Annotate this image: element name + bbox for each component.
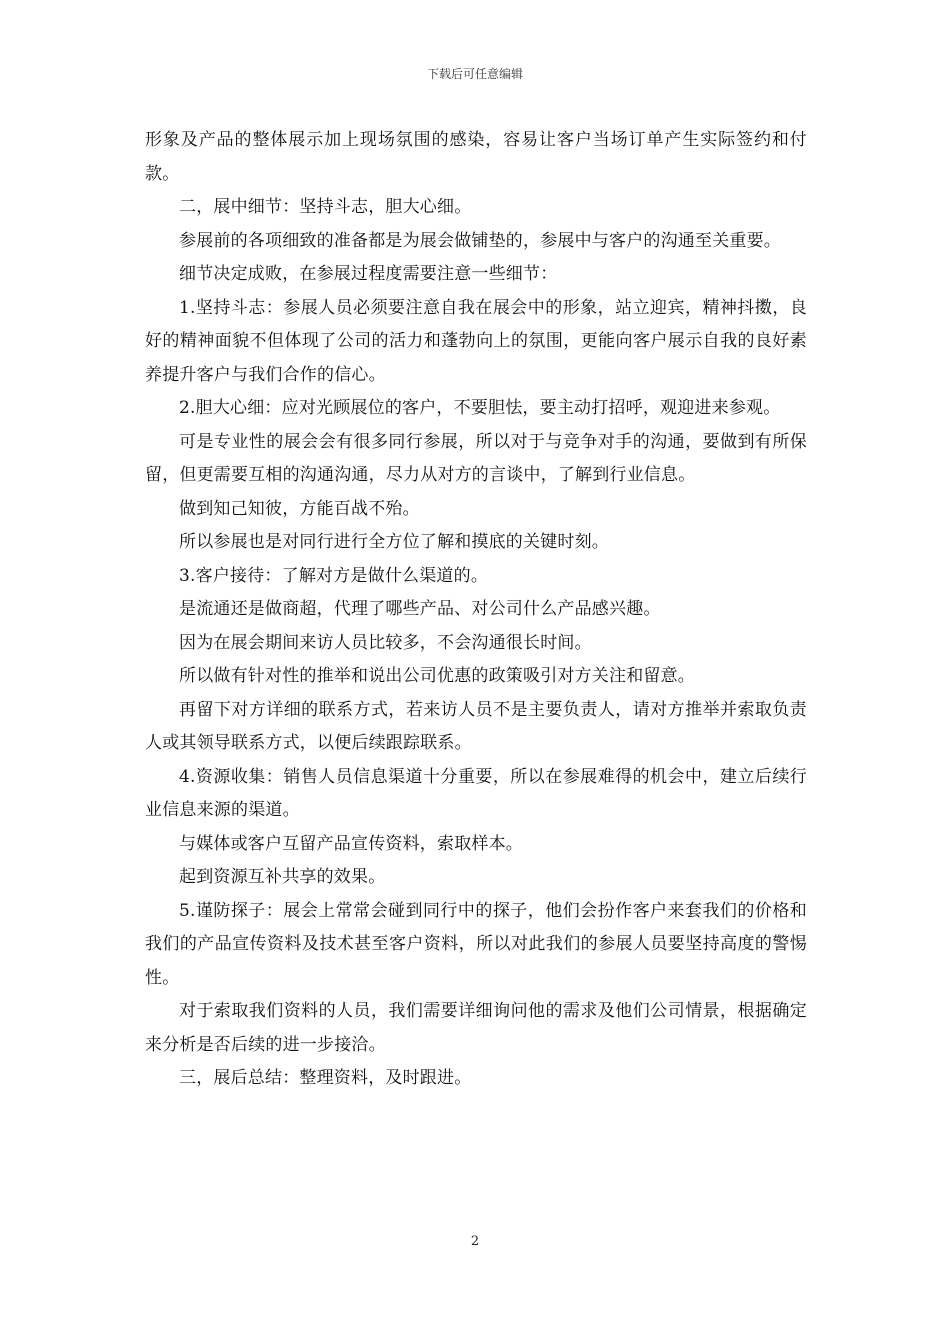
paragraph: 参展前的各项细致的准备都是为展会做铺垫的，参展中与客户的沟通至关重要。	[179, 230, 781, 251]
paragraph: 可是专业性的展会会有很多同行参展，所以对于与竞争对手的沟通，要做到有所保留，但更需要互相的沟通沟通，尽力从对方的言谈中，了解到行业信息。	[145, 431, 807, 485]
list-item: 5.谨防探子：展会上常常会碰到同行中的探子，他们会扮作客户来套我们的价格和我们的产品宣传资料及技术甚至客户资料，所以对此我们的参展人员要坚持高度的警惕性。	[145, 900, 807, 988]
paragraph: 是流通还是做商超，代理了哪些产品、对公司什么产品感兴趣。	[179, 599, 661, 619]
paragraph: 与媒体或客户互留产品宣传资料，索取样本。	[179, 833, 523, 854]
paragraph: 细节决定成败，在参展过程度需要注意一些细节：	[179, 264, 558, 284]
page-header: 下载后可任意编辑	[426, 67, 523, 81]
paragraph: 形象及产品的整体展示加上现场氛围的感染，容易让客户当场订单产生实际签约和付款。	[145, 130, 807, 184]
paragraph: 所以参展也是对同行进行全方位了解和摸底的关键时刻。	[179, 532, 609, 552]
document-body	[145, 124, 807, 1096]
paragraph: 做到知己知彼，方能百战不殆。	[179, 498, 420, 519]
section-heading: 二，展中细节：坚持斗志，胆大心细。	[179, 197, 472, 217]
page-number: 2	[470, 1234, 480, 1249]
list-item: 2.胆大心细：应对光顾展位的客户，不要胆怯，要主动打招呼，观迎进来参观。	[179, 398, 781, 418]
paragraph: 所以做有针对性的推举和说出公司优惠的政策吸引对方关注和留意。	[179, 666, 695, 686]
paragraph: 起到资源互补共享的效果。	[179, 867, 386, 887]
list-item: 4.资源收集：销售人员信息渠道十分重要，所以在参展难得的机会中，建立后续行业信息来源的渠道。	[145, 766, 807, 820]
paragraph: 对于索取我们资料的人员，我们需要详细询问他的需求及他们公司情景，根据确定来分析是否后续的进一步接洽。	[145, 1001, 807, 1055]
list-item: 3.客户接待：了解对方是做什么渠道的。	[179, 565, 489, 586]
list-item: 1.坚持斗志：参展人员必须要注意自我在展会中的形象，站立迎宾，精神抖擞，良好的精神面貌不但体现了公司的活力和蓬勃向上的氛围，更能向客户展示自我的良好素养提升客户与我们合作的信心。	[145, 297, 807, 385]
paragraph: 因为在展会期间来访人员比较多，不会沟通很长时间。	[179, 632, 592, 653]
section-heading: 三，展后总结：整理资料，及时跟进。	[179, 1068, 472, 1088]
paragraph: 再留下对方详细的联系方式，若来访人员不是主要负责人，请对方推举并索取负责人或其领导联系方式，以便后续跟踪联系。	[145, 699, 807, 753]
